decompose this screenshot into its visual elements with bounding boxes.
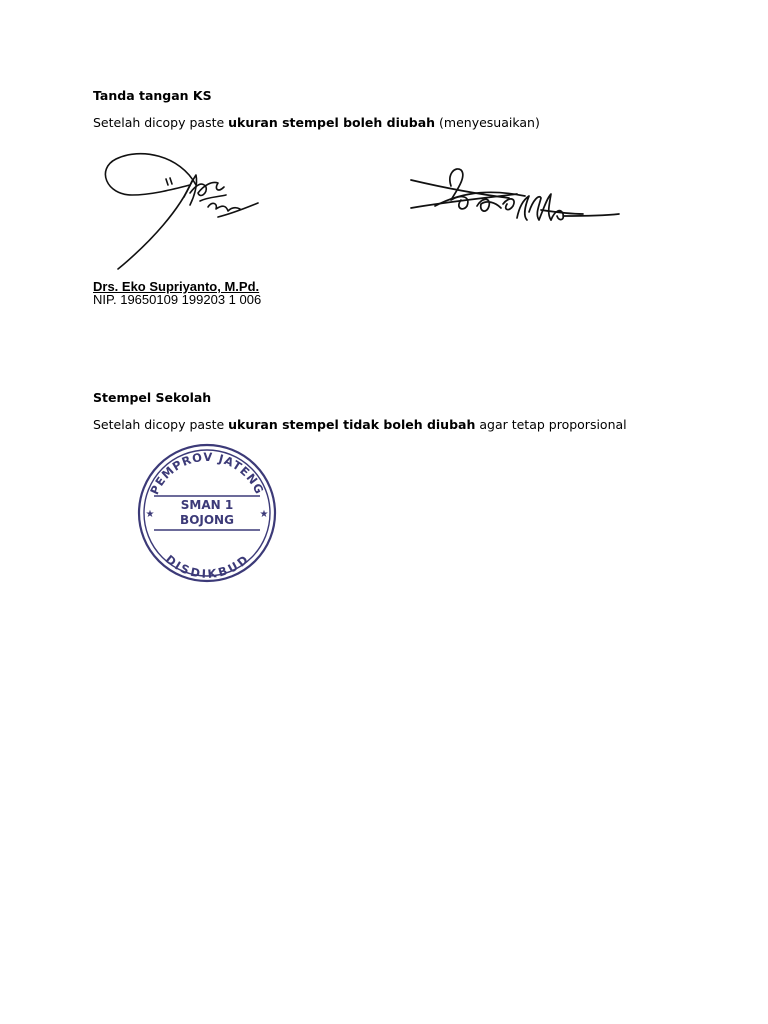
stamp-right-star-icon: ★ [259,509,269,520]
signature-instruction [93,115,540,131]
signature-section-heading: Tanda tangan KS [93,88,212,103]
stamp-top-arc-text: PEMPROV JATENG [147,449,267,497]
signer-name: Drs. Eko Supriyanto, M.Pd. [93,279,260,294]
stamp-bottom-arc-text: DISDIKBUD [162,552,252,581]
stamp-instruction-emphasis: ukuran stempel tidak boleh diubah [228,417,476,432]
school-stamp [134,440,280,582]
stamp-instruction-suffix: agar tetap proporsional [475,417,627,432]
stamp-section-heading: Stempel Sekolah [93,390,212,405]
stamp-left-star-icon: ★ [145,509,155,520]
stamp-instruction-prefix: Setelah dicopy paste [93,417,229,432]
stamp-line1: SMAN 1 [180,498,234,512]
signature-instruction-emphasis: ukuran stempel boleh diubah [228,115,436,130]
second-signature-image [405,160,625,240]
stamp-instruction [93,417,627,433]
stamp-line2: BOJONG [180,513,234,527]
signature-instruction-prefix: Setelah dicopy paste [93,115,229,130]
signer-nip: NIP. 19650109 199203 1 006 [93,292,262,307]
signature-instruction-suffix: (menyesuaikan) [435,115,540,130]
headmaster-signature-image [100,145,270,275]
